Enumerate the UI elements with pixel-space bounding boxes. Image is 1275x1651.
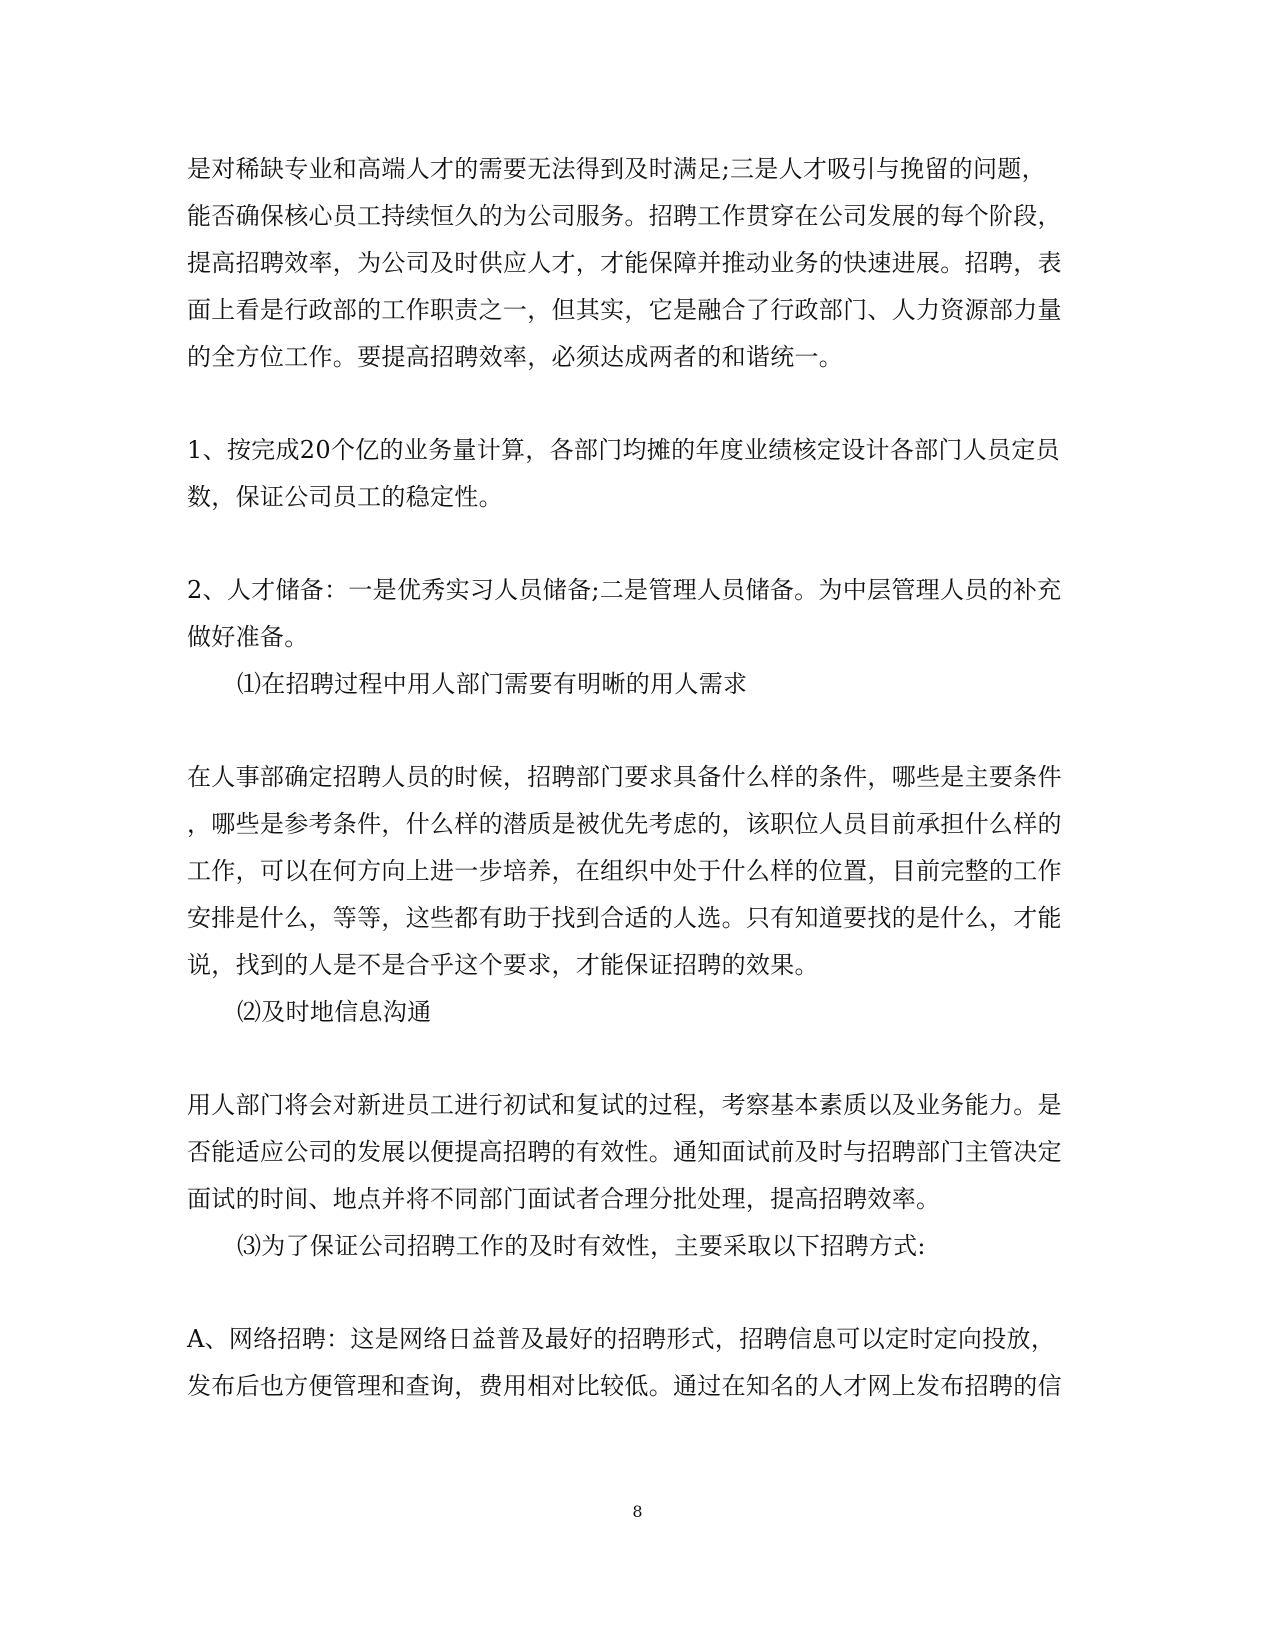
list-item-line: 1、按完成20个亿的业务量计算，各部门均摊的年度业绩核定设计各部门人员定员 bbox=[187, 436, 1060, 464]
body-text-line: 发布后也方便管理和查询，费用相对比较低。通过在知名的人才网上发布招聘的信 bbox=[187, 1372, 1062, 1400]
subheading-line: ⑵及时地信息沟通 bbox=[237, 998, 432, 1026]
body-text-line: 是对稀缺专业和高端人才的需要无法得到及时满足;三是人才吸引与挽留的问题， bbox=[187, 155, 1046, 183]
body-text-line: 面试的时间、地点并将不同部门面试者合理分批处理，提高招聘效率。 bbox=[187, 1185, 941, 1213]
list-item-line: 数，保证公司员工的稳定性。 bbox=[187, 483, 503, 511]
body-text-line: 安排是什么，等等，这些都有助于找到合适的人选。只有知道要找的是什么，才能 bbox=[187, 904, 1062, 932]
list-item-line: 做好准备。 bbox=[187, 623, 309, 651]
body-text-line: 提高招聘效率，为公司及时供应人才，才能保障并推动业务的快速进展。招聘，表 bbox=[187, 249, 1062, 277]
page-number: 8 bbox=[632, 1502, 643, 1521]
body-text-line: 的全方位工作。要提高招聘效率，必须达成两者的和谐统一。 bbox=[187, 343, 844, 371]
body-text-line: ，哪些是参考条件，什么样的潜质是被优先考虑的，该职位人员目前承担什么样的 bbox=[187, 810, 1062, 838]
body-text-line: A、网络招聘：这是网络日益普及最好的招聘形式，招聘信息可以定时定向投放， bbox=[187, 1325, 1056, 1353]
subheading-line: ⑴在招聘过程中用人部门需要有明晰的用人需求 bbox=[237, 670, 748, 698]
body-text-line: 能否确保核心员工持续恒久的为公司服务。招聘工作贯穿在公司发展的每个阶段， bbox=[187, 202, 1062, 230]
body-text-line: 否能适应公司的发展以便提高招聘的有效性。通知面试前及时与招聘部门主管决定 bbox=[187, 1138, 1062, 1166]
body-text-line: 说，找到的人是不是合乎这个要求，才能保证招聘的效果。 bbox=[187, 951, 819, 979]
subheading-line: ⑶为了保证公司招聘工作的及时有效性，主要采取以下招聘方式: bbox=[237, 1232, 926, 1260]
body-text-line: 面上看是行政部的工作职责之一，但其实，它是融合了行政部门、人力资源部力量 bbox=[187, 296, 1062, 324]
body-text-line: 工作，可以在何方向上进一步培养，在组织中处于什么样的位置，目前完整的工作 bbox=[187, 857, 1062, 885]
body-text-line: 在人事部确定招聘人员的时候，招聘部门要求具备什么样的条件，哪些是主要条件 bbox=[187, 763, 1062, 791]
body-text-line: 用人部门将会对新进员工进行初试和复试的过程，考察基本素质以及业务能力。是 bbox=[187, 1091, 1062, 1119]
list-item-line: 2、人才储备：一是优秀实习人员储备;二是管理人员储备。为中层管理人员的补充 bbox=[187, 576, 1062, 604]
